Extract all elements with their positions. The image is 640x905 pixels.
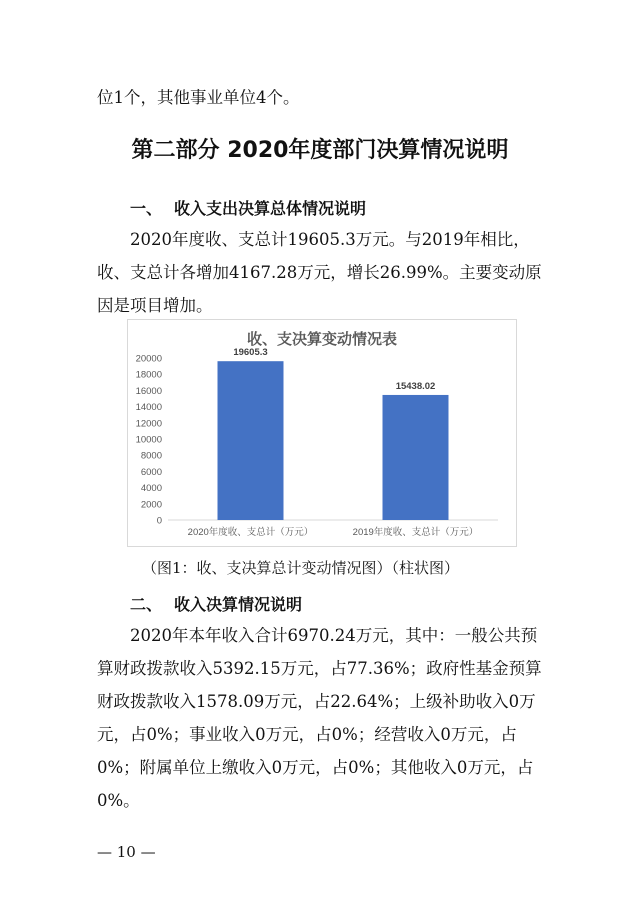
section-2-title: 收入决算情况说明 <box>174 595 303 614</box>
bar <box>383 395 449 520</box>
y-tick-label: 20000 <box>135 353 162 365</box>
y-tick-label: 18000 <box>135 369 162 381</box>
section-1-heading <box>130 196 366 219</box>
x-tick-label: 2019年度收、支总计（万元） <box>352 527 479 538</box>
section-1-paragraph-line-2: 收、支总计各增加4167.28万元，增长26.99%。主要变动原 <box>97 263 542 282</box>
y-tick-label: 4000 <box>140 483 162 495</box>
y-tick-label: 0 <box>156 515 162 527</box>
y-tick-label: 14000 <box>135 402 162 414</box>
y-tick-label: 16000 <box>135 385 162 397</box>
intro-tail: 位1个，其他事业单位4个。 <box>97 88 300 107</box>
x-tick-label: 2020年度收、支总计（万元） <box>187 527 314 538</box>
section-2-paragraph-line-2: 算财政拨款收入5392.15万元，占77.36%；政府性基金预算 <box>97 659 542 678</box>
page-number: — 10 — <box>97 843 156 861</box>
y-tick-label: 12000 <box>135 418 162 430</box>
bar-data-label: 15438.02 <box>395 380 436 392</box>
section-1-paragraph-line-1: 2020年度收、支总计19605.3万元。与2019年相比， <box>130 230 530 249</box>
y-tick-label: 6000 <box>140 466 162 478</box>
section-1-number: 一、 <box>130 199 163 218</box>
chart-plot <box>128 320 516 546</box>
section-2-heading <box>130 592 302 615</box>
bar-data-label: 19605.3 <box>233 347 268 359</box>
y-tick-label: 2000 <box>140 499 162 511</box>
y-tick-label: 8000 <box>140 450 162 462</box>
section-1-paragraph-line-3: 因是项目增加。 <box>97 296 213 315</box>
section-2-paragraph-line-6: 0%。 <box>97 791 140 810</box>
section-1-title: 收入支出决算总体情况说明 <box>174 199 367 218</box>
chart-title: 收、支决算变动情况表 <box>246 330 397 348</box>
section-2-paragraph-line-3: 财政拨款收入1578.09万元，占22.64%；上级补助收入0万 <box>97 692 536 711</box>
section-2-paragraph-line-1: 2020年本年收入合计6970.24万元，其中：一般公共预 <box>130 626 538 645</box>
bar-chart <box>127 319 517 547</box>
bar <box>218 361 284 520</box>
y-tick-label: 10000 <box>135 434 162 446</box>
section-2-paragraph-line-4: 元，占0%；事业收入0万元，占0%；经营收入0万元，占 <box>97 725 517 744</box>
section-title: 第二部分 2020年度部门决算情况说明 <box>131 138 509 163</box>
section-2-number: 二、 <box>130 595 163 614</box>
section-2-paragraph-line-5: 0%；附属单位上缴收入0万元，占0%；其他收入0万元，占 <box>97 758 534 777</box>
figure-caption: （图1：收、支决算总计变动情况图）（柱状图） <box>142 559 460 577</box>
